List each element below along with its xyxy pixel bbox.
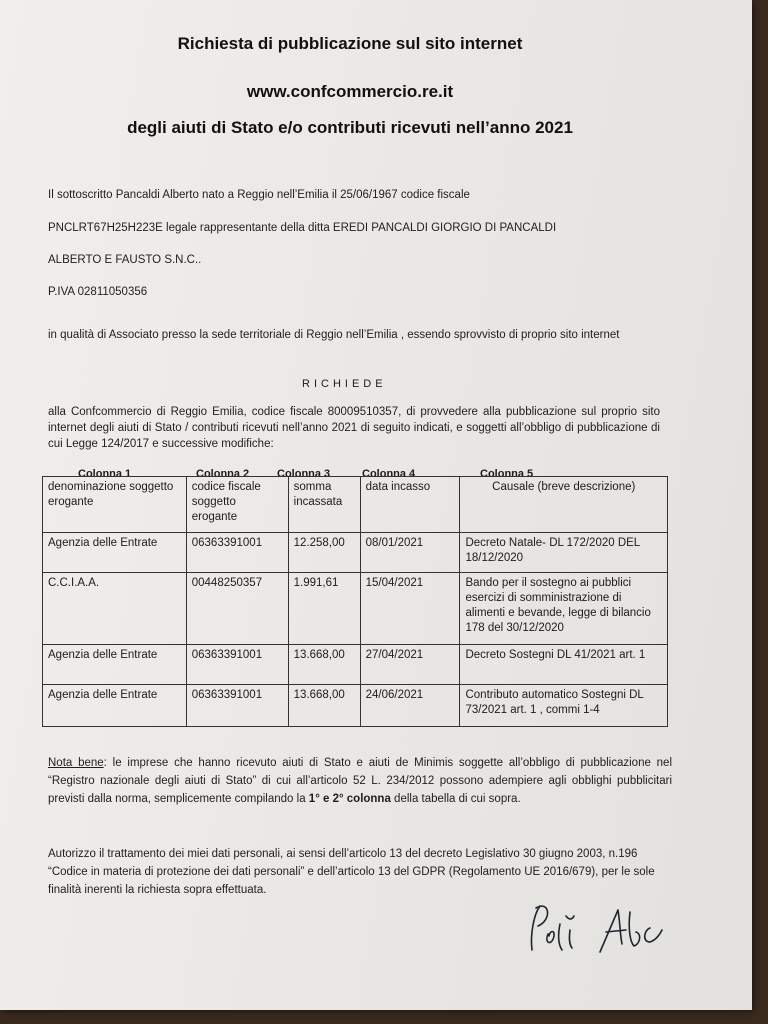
table-cell: Bando per il sostegno ai pubblici esercizi di somministrazione di alimenti e bevande, legge di bilancio 178 del 30/12/2020 <box>460 573 668 645</box>
table-cell: 1.991,61 <box>288 573 360 645</box>
table-cell: Agenzia delle Entrate <box>43 645 187 685</box>
table-cell: 15/04/2021 <box>360 573 460 645</box>
declarant-piva: P.IVA 02811050356 <box>48 286 148 298</box>
column-label-3: Colonna 3 <box>277 468 331 480</box>
table-cell: 00448250357 <box>186 573 288 645</box>
nota-bene-paragraph <box>48 754 672 808</box>
privacy-paragraph: Autorizzo il trattamento dei miei dati personali, ai sensi dell’articolo 13 del decreto Legislativo 30 giugno 2003, n.196 “Codice in materia di protezione dei dati personali” e dell’articolo 13 del GDPR (Regolamento UE 2016/679), per le sole finalità inerenti la richiesta sopra effettuata. <box>48 848 655 896</box>
column-label-2: Colonna 2 <box>196 468 250 480</box>
declarant-line-3: ALBERTO E FAUSTO S.N.C.. <box>48 254 202 266</box>
richiede-heading: RICHIEDE <box>302 378 387 390</box>
table-header-row <box>43 477 668 533</box>
table-cell: Agenzia delle Entrate <box>43 533 187 573</box>
table-cell: 06363391001 <box>186 685 288 727</box>
nota-bold-columns: 1° e 2° colonna <box>308 793 391 805</box>
nota-text-after: della tabella di cui sopra. <box>390 793 521 805</box>
table-cell: Decreto Sostegni DL 41/2021 art. 1 <box>460 645 668 685</box>
nota-bene-label: Nota bene <box>48 757 104 769</box>
table-cell: 06363391001 <box>186 645 288 685</box>
table-cell: 13.668,00 <box>288 645 360 685</box>
column-label-1: Colonna 1 <box>78 468 132 480</box>
table-row <box>43 685 668 727</box>
table-cell: Agenzia delle Entrate <box>43 685 187 727</box>
handwritten-signature <box>522 894 682 964</box>
table-cell: C.C.I.A.A. <box>43 573 187 645</box>
title-line-1: Richiesta di pubblicazione sul sito internet <box>177 34 523 53</box>
table-cell: Contributo automatico Sostegni DL 73/2021 art. 1 , commi 1-4 <box>460 685 668 727</box>
table-row <box>43 533 668 573</box>
header-cell: denominazione soggetto erogante <box>43 477 187 533</box>
declarant-line-2: PNCLRT67H25H223E legale rappresentante della ditta EREDI PANCALDI GIORGIO DI PANCALDI <box>48 222 557 234</box>
aiuti-table <box>42 476 668 727</box>
column-label-5: Colonna 5 <box>480 468 534 480</box>
header-cell: Causale (breve descrizione) <box>460 477 668 533</box>
table-cell: 12.258,00 <box>288 533 360 573</box>
table-row <box>43 645 668 685</box>
table-cell: 24/06/2021 <box>360 685 460 727</box>
header-cell: codice fiscale soggetto erogante <box>186 477 288 533</box>
table-cell: 27/04/2021 <box>360 645 460 685</box>
table-row <box>43 573 668 645</box>
table-cell: 13.668,00 <box>288 685 360 727</box>
title-line-2: www.confcommercio.re.it <box>246 82 454 101</box>
title-line-3: degli aiuti di Stato e/o contributi ricevuti nell’anno 2021 <box>127 118 573 137</box>
table-cell: 08/01/2021 <box>360 533 460 573</box>
header-cell: data incasso <box>360 477 460 533</box>
qualita-paragraph: in qualità di Associato presso la sede territoriale di Reggio nell’Emilia , essendo sprovvisto di proprio sito internet <box>48 329 620 341</box>
table-cell: Decreto Natale- DL 172/2020 DEL 18/12/2020 <box>460 533 668 573</box>
nota-text-before: : le imprese che hanno ricevuto aiuti di Stato e aiuti de Minimis soggette all’obbligo di pubblicazione nel “Registro nazionale degli aiuti di Stato” di cui all’articolo 52 L. 234/2012 possono adempiere agli obblighi pubblicitari previsti dalla norma, semplicemente compilando la <box>48 757 672 805</box>
table-cell: 06363391001 <box>186 533 288 573</box>
column-label-4: Colonna 4 <box>362 468 416 480</box>
declarant-line-1: Il sottoscritto Pancaldi Alberto nato a Reggio nell’Emilia il 25/06/1967 codice fiscale <box>48 189 470 201</box>
header-cell: somma incassata <box>288 477 360 533</box>
request-paragraph: alla Confcommercio di Reggio Emilia, codice fiscale 80009510357, di provvedere alla pubblicazione sul proprio sito internet degli aiuti di Stato / contributi ricevuti nell’anno 2021 di seguito indicati, e soggetti all’obbligo di pubblicazione di cui Legge 124/2017 e successive modifiche: <box>48 406 660 450</box>
